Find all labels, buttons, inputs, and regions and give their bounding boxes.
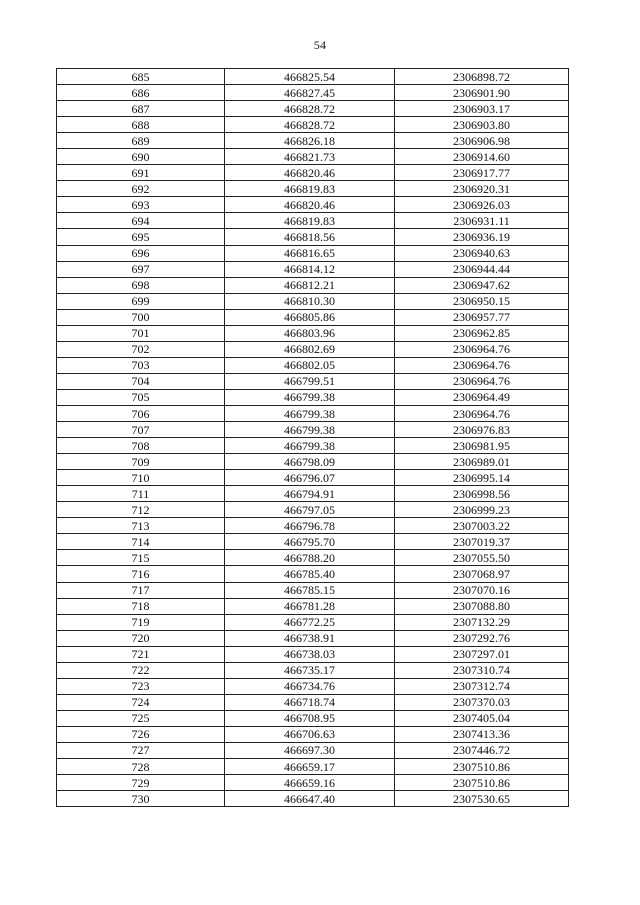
x-coordinate-cell: 466812.21	[225, 277, 395, 293]
point-number-cell: 724	[57, 694, 225, 710]
point-number-cell: 691	[57, 165, 225, 181]
y-coordinate-cell: 2307530.65	[395, 791, 569, 807]
point-number-cell: 725	[57, 710, 225, 726]
y-coordinate-cell: 2306964.76	[395, 357, 569, 373]
point-number-cell: 702	[57, 341, 225, 357]
y-coordinate-cell: 2307370.03	[395, 694, 569, 710]
y-coordinate-cell: 2306906.98	[395, 133, 569, 149]
point-number-cell: 723	[57, 678, 225, 694]
table-row	[57, 614, 569, 630]
x-coordinate-cell: 466772.25	[225, 614, 395, 630]
point-number-cell: 718	[57, 598, 225, 614]
table-row	[57, 759, 569, 775]
y-coordinate-cell: 2306944.44	[395, 261, 569, 277]
y-coordinate-cell: 2306976.83	[395, 422, 569, 438]
point-number-cell: 721	[57, 646, 225, 662]
table-row	[57, 373, 569, 389]
point-number-cell: 727	[57, 742, 225, 758]
x-coordinate-cell: 466647.40	[225, 791, 395, 807]
table-row	[57, 405, 569, 421]
y-coordinate-cell: 2307003.22	[395, 518, 569, 534]
table-row	[57, 389, 569, 405]
point-number-cell: 704	[57, 373, 225, 389]
point-number-cell: 730	[57, 791, 225, 807]
table-row	[57, 662, 569, 678]
coordinates-table	[56, 68, 569, 807]
x-coordinate-cell: 466828.72	[225, 117, 395, 133]
y-coordinate-cell: 2307132.29	[395, 614, 569, 630]
table-row	[57, 710, 569, 726]
x-coordinate-cell: 466819.83	[225, 181, 395, 197]
coordinates-table-body	[57, 69, 569, 807]
point-number-cell: 712	[57, 502, 225, 518]
x-coordinate-cell: 466659.17	[225, 759, 395, 775]
x-coordinate-cell: 466796.78	[225, 518, 395, 534]
y-coordinate-cell: 2306964.76	[395, 373, 569, 389]
y-coordinate-cell: 2307446.72	[395, 742, 569, 758]
x-coordinate-cell: 466697.30	[225, 742, 395, 758]
x-coordinate-cell: 466708.95	[225, 710, 395, 726]
y-coordinate-cell: 2306917.77	[395, 165, 569, 181]
x-coordinate-cell: 466794.91	[225, 486, 395, 502]
x-coordinate-cell: 466828.72	[225, 101, 395, 117]
table-row	[57, 69, 569, 85]
table-row	[57, 341, 569, 357]
y-coordinate-cell: 2307088.80	[395, 598, 569, 614]
y-coordinate-cell: 2306989.01	[395, 454, 569, 470]
point-number-cell: 701	[57, 325, 225, 341]
x-coordinate-cell: 466826.18	[225, 133, 395, 149]
table-row	[57, 598, 569, 614]
table-row	[57, 197, 569, 213]
table-row	[57, 213, 569, 229]
y-coordinate-cell: 2307055.50	[395, 550, 569, 566]
y-coordinate-cell: 2307070.16	[395, 582, 569, 598]
point-number-cell: 729	[57, 775, 225, 791]
x-coordinate-cell: 466819.83	[225, 213, 395, 229]
y-coordinate-cell: 2306901.90	[395, 85, 569, 101]
point-number-cell: 698	[57, 277, 225, 293]
point-number-cell: 720	[57, 630, 225, 646]
table-row	[57, 181, 569, 197]
table-row	[57, 293, 569, 309]
point-number-cell: 722	[57, 662, 225, 678]
table-row	[57, 261, 569, 277]
table-row	[57, 566, 569, 582]
x-coordinate-cell: 466799.38	[225, 422, 395, 438]
x-coordinate-cell: 466796.07	[225, 470, 395, 486]
x-coordinate-cell: 466821.73	[225, 149, 395, 165]
point-number-cell: 703	[57, 357, 225, 373]
y-coordinate-cell: 2307413.36	[395, 726, 569, 742]
y-coordinate-cell: 2307019.37	[395, 534, 569, 550]
point-number-cell: 705	[57, 389, 225, 405]
table-row	[57, 309, 569, 325]
y-coordinate-cell: 2306920.31	[395, 181, 569, 197]
point-number-cell: 697	[57, 261, 225, 277]
table-row	[57, 245, 569, 261]
point-number-cell: 692	[57, 181, 225, 197]
table-row	[57, 534, 569, 550]
x-coordinate-cell: 466805.86	[225, 309, 395, 325]
y-coordinate-cell: 2306950.15	[395, 293, 569, 309]
y-coordinate-cell: 2307068.97	[395, 566, 569, 582]
y-coordinate-cell: 2306964.76	[395, 341, 569, 357]
x-coordinate-cell: 466799.51	[225, 373, 395, 389]
y-coordinate-cell: 2306957.77	[395, 309, 569, 325]
point-number-cell: 700	[57, 309, 225, 325]
x-coordinate-cell: 466797.05	[225, 502, 395, 518]
x-coordinate-cell: 466735.17	[225, 662, 395, 678]
x-coordinate-cell: 466820.46	[225, 165, 395, 181]
x-coordinate-cell: 466799.38	[225, 438, 395, 454]
table-row	[57, 85, 569, 101]
table-row	[57, 502, 569, 518]
table-row	[57, 422, 569, 438]
table-row	[57, 325, 569, 341]
table-row	[57, 630, 569, 646]
point-number-cell: 719	[57, 614, 225, 630]
table-row	[57, 678, 569, 694]
point-number-cell: 726	[57, 726, 225, 742]
x-coordinate-cell: 466718.74	[225, 694, 395, 710]
table-row	[57, 133, 569, 149]
table-row	[57, 117, 569, 133]
table-row	[57, 486, 569, 502]
table-row	[57, 470, 569, 486]
point-number-cell: 709	[57, 454, 225, 470]
y-coordinate-cell: 2306999.23	[395, 502, 569, 518]
y-coordinate-cell: 2306898.72	[395, 69, 569, 85]
table-row	[57, 277, 569, 293]
x-coordinate-cell: 466803.96	[225, 325, 395, 341]
point-number-cell: 696	[57, 245, 225, 261]
x-coordinate-cell: 466788.20	[225, 550, 395, 566]
table-row	[57, 357, 569, 373]
point-number-cell: 693	[57, 197, 225, 213]
table-row	[57, 550, 569, 566]
x-coordinate-cell: 466795.70	[225, 534, 395, 550]
point-number-cell: 690	[57, 149, 225, 165]
point-number-cell: 715	[57, 550, 225, 566]
x-coordinate-cell: 466734.76	[225, 678, 395, 694]
y-coordinate-cell: 2307312.74	[395, 678, 569, 694]
y-coordinate-cell: 2306903.80	[395, 117, 569, 133]
y-coordinate-cell: 2307510.86	[395, 759, 569, 775]
table-row	[57, 101, 569, 117]
point-number-cell: 711	[57, 486, 225, 502]
table-row	[57, 149, 569, 165]
point-number-cell: 713	[57, 518, 225, 534]
table-row	[57, 726, 569, 742]
table-row	[57, 165, 569, 181]
point-number-cell: 688	[57, 117, 225, 133]
point-number-cell: 707	[57, 422, 225, 438]
point-number-cell: 716	[57, 566, 225, 582]
y-coordinate-cell: 2307310.74	[395, 662, 569, 678]
x-coordinate-cell: 466781.28	[225, 598, 395, 614]
y-coordinate-cell: 2306964.76	[395, 405, 569, 421]
x-coordinate-cell: 466799.38	[225, 405, 395, 421]
point-number-cell: 695	[57, 229, 225, 245]
point-number-cell: 687	[57, 101, 225, 117]
y-coordinate-cell: 2306962.85	[395, 325, 569, 341]
x-coordinate-cell: 466814.12	[225, 261, 395, 277]
table-row	[57, 775, 569, 791]
x-coordinate-cell: 466785.40	[225, 566, 395, 582]
point-number-cell: 706	[57, 405, 225, 421]
y-coordinate-cell: 2307405.04	[395, 710, 569, 726]
x-coordinate-cell: 466799.38	[225, 389, 395, 405]
x-coordinate-cell: 466825.54	[225, 69, 395, 85]
y-coordinate-cell: 2307292.76	[395, 630, 569, 646]
page-number: 54	[313, 38, 327, 52]
table-row	[57, 229, 569, 245]
point-number-cell: 708	[57, 438, 225, 454]
y-coordinate-cell: 2307297.01	[395, 646, 569, 662]
point-number-cell: 689	[57, 133, 225, 149]
x-coordinate-cell: 466659.16	[225, 775, 395, 791]
y-coordinate-cell: 2306926.03	[395, 197, 569, 213]
x-coordinate-cell: 466827.45	[225, 85, 395, 101]
point-number-cell: 728	[57, 759, 225, 775]
point-number-cell: 686	[57, 85, 225, 101]
x-coordinate-cell: 466802.69	[225, 341, 395, 357]
point-number-cell: 694	[57, 213, 225, 229]
y-coordinate-cell: 2306914.60	[395, 149, 569, 165]
x-coordinate-cell: 466818.56	[225, 229, 395, 245]
x-coordinate-cell: 466816.65	[225, 245, 395, 261]
y-coordinate-cell: 2306936.19	[395, 229, 569, 245]
y-coordinate-cell: 2306998.56	[395, 486, 569, 502]
point-number-cell: 717	[57, 582, 225, 598]
table-row	[57, 454, 569, 470]
y-coordinate-cell: 2306940.63	[395, 245, 569, 261]
y-coordinate-cell: 2306964.49	[395, 389, 569, 405]
table-row	[57, 742, 569, 758]
y-coordinate-cell: 2306995.14	[395, 470, 569, 486]
table-row	[57, 582, 569, 598]
y-coordinate-cell: 2307510.86	[395, 775, 569, 791]
x-coordinate-cell: 466738.03	[225, 646, 395, 662]
table-row	[57, 518, 569, 534]
x-coordinate-cell: 466798.09	[225, 454, 395, 470]
point-number-cell: 685	[57, 69, 225, 85]
point-number-cell: 710	[57, 470, 225, 486]
x-coordinate-cell: 466820.46	[225, 197, 395, 213]
y-coordinate-cell: 2306903.17	[395, 101, 569, 117]
x-coordinate-cell: 466706.63	[225, 726, 395, 742]
table-row	[57, 791, 569, 807]
x-coordinate-cell: 466738.91	[225, 630, 395, 646]
point-number-cell: 714	[57, 534, 225, 550]
y-coordinate-cell: 2306981.95	[395, 438, 569, 454]
y-coordinate-cell: 2306947.62	[395, 277, 569, 293]
x-coordinate-cell: 466802.05	[225, 357, 395, 373]
y-coordinate-cell: 2306931.11	[395, 213, 569, 229]
x-coordinate-cell: 466785.15	[225, 582, 395, 598]
table-row	[57, 438, 569, 454]
point-number-cell: 699	[57, 293, 225, 309]
x-coordinate-cell: 466810.30	[225, 293, 395, 309]
table-row	[57, 646, 569, 662]
table-row	[57, 694, 569, 710]
